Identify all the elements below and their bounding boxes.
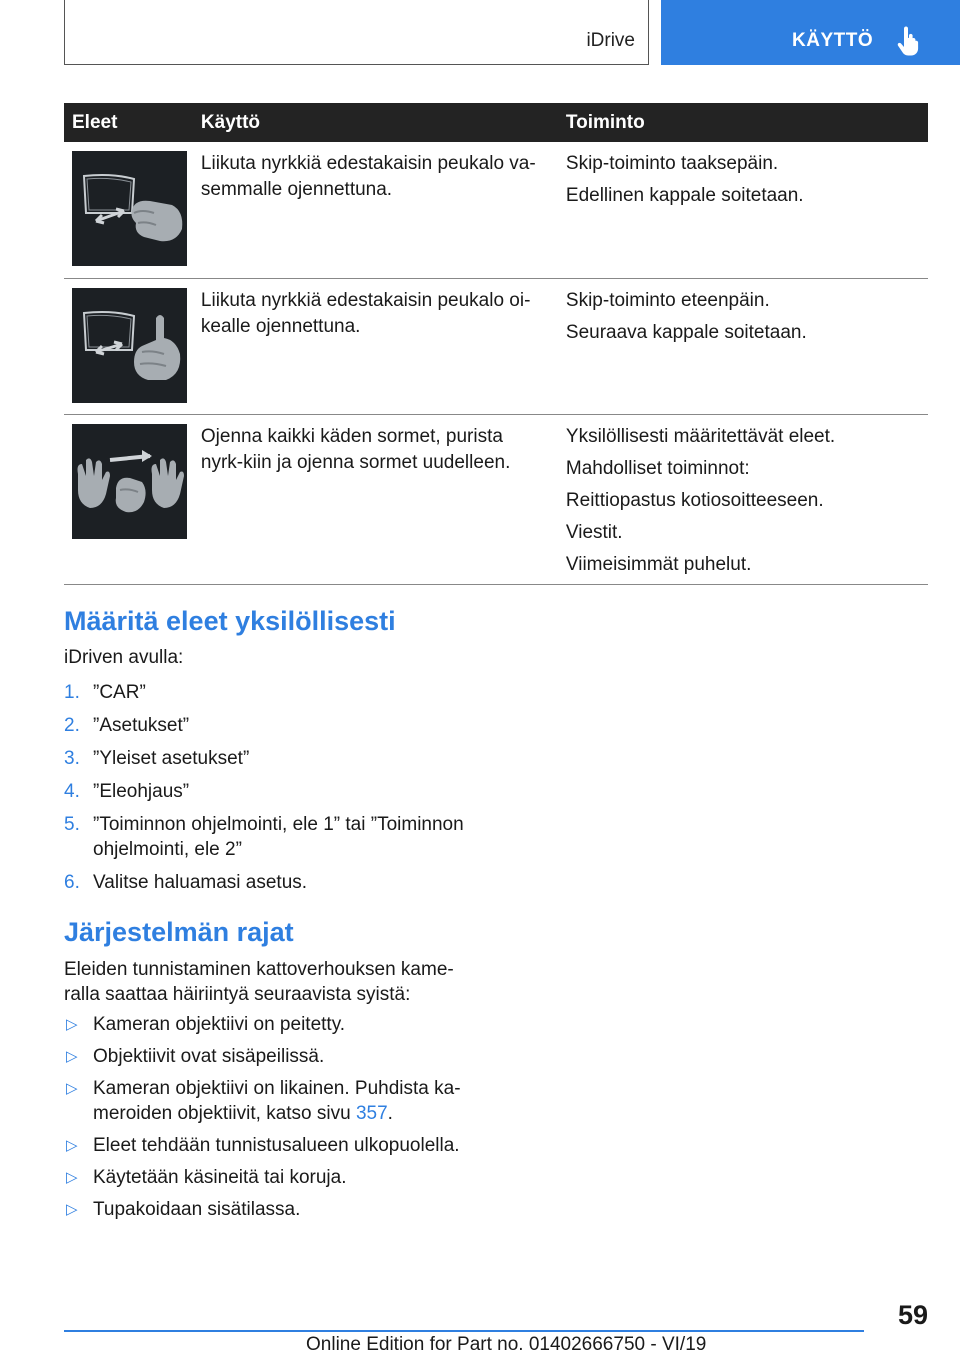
list-item bbox=[64, 779, 504, 804]
list-item bbox=[64, 1044, 504, 1069]
function-text: Viimeisimmät puhelut. bbox=[565, 553, 752, 575]
bullet-text: Käytetään käsineitä tai koruja. bbox=[93, 1167, 347, 1188]
table-row bbox=[64, 142, 928, 278]
table-row bbox=[64, 414, 928, 584]
list-item bbox=[64, 680, 504, 705]
bullet-text: Kameran objektiivi on likainen. Puhdista ka-meroiden objektiivit, katso sivu bbox=[93, 1078, 461, 1124]
function-cell bbox=[558, 142, 928, 278]
function-text: Viestit. bbox=[565, 521, 623, 543]
bullet-text: Objektiivit ovat sisäpeilissä. bbox=[93, 1046, 325, 1067]
table-header-function: Toiminto bbox=[558, 103, 928, 142]
function-text: Mahdolliset toiminnot: bbox=[565, 457, 750, 479]
usage-text: Ojenna kaikki käden sormet, purista nyrk-kiin ja ojenna sormet uudelleen. bbox=[200, 425, 511, 473]
section-intro: iDriven avulla: bbox=[64, 647, 184, 668]
step-text: ”Toiminnon ohjelmointi, ele 1” tai ”Toiminnon ohjelmointi, ele 2” bbox=[93, 814, 464, 860]
list-item bbox=[64, 746, 504, 771]
function-text: Reittiopastus kotiosoitteeseen. bbox=[565, 489, 824, 511]
table-header-gestures: Eleet bbox=[64, 103, 193, 142]
list-item bbox=[64, 1012, 504, 1037]
bullet-text: Tupakoidaan sisätilassa. bbox=[93, 1199, 301, 1220]
step-number: 6. bbox=[64, 872, 80, 893]
page-reference-link[interactable]: 357 bbox=[355, 1103, 388, 1124]
triangle-right-icon: ▷ bbox=[66, 1169, 78, 1186]
section-title-system-limits: Järjestelmän rajat bbox=[64, 917, 294, 947]
list-item: ▷ Kameran objektiivi on likainen. Puhdista ka-meroiden objektiivit, katso sivu 357. bbox=[66, 1078, 461, 1124]
step-text: Valitse haluamasi asetus. bbox=[93, 872, 308, 893]
header-chapter-box bbox=[661, 0, 960, 65]
triangle-right-icon: ▷ bbox=[66, 1016, 78, 1033]
gesture-thumb-left-icon bbox=[72, 151, 187, 266]
triangle-right-icon: ▷ bbox=[66, 1201, 78, 1218]
usage-cell bbox=[193, 414, 558, 584]
page-number: 59 bbox=[897, 1300, 928, 1330]
header-chapter-title: KÄYTTÖ bbox=[792, 30, 874, 51]
step-number: 4. bbox=[64, 781, 80, 802]
bullet-text: Eleet tehdään tunnistusalueen ulkopuolella. bbox=[93, 1135, 460, 1156]
step-text: ”Asetukset” bbox=[93, 715, 190, 736]
gesture-thumb-grab-icon bbox=[72, 424, 187, 539]
footer-divider bbox=[64, 1330, 864, 1332]
triangle-right-icon: ▷ bbox=[66, 1048, 78, 1065]
usage-text: Liikuta nyrkkiä edestakaisin peukalo va-semmalle ojennettuna. bbox=[200, 153, 536, 200]
step-number: 2. bbox=[64, 715, 80, 736]
step-text: ”Yleiset asetukset” bbox=[93, 748, 250, 769]
gesture-thumb-right-icon bbox=[72, 288, 187, 403]
step-text: ”CAR” bbox=[93, 682, 146, 703]
usage-text: Liikuta nyrkkiä edestakaisin peukalo oi-kealle ojennettuna. bbox=[200, 289, 531, 337]
usage-cell bbox=[193, 142, 558, 278]
hand-pointer-icon bbox=[897, 26, 921, 56]
table-header-row bbox=[64, 103, 928, 142]
gesture-image-cell bbox=[64, 414, 193, 584]
function-text: Yksilöllisesti määritettävät eleet. bbox=[565, 425, 836, 447]
list-item bbox=[64, 1197, 504, 1222]
triangle-right-icon: ▷ bbox=[66, 1080, 78, 1097]
section-intro: Eleiden tunnistaminen kattoverhouksen kame-ralla saattaa häiriintyä seuraavista syistä: bbox=[64, 959, 454, 1005]
function-cell bbox=[558, 414, 928, 584]
steps-list bbox=[64, 680, 504, 895]
header-section-title: iDrive bbox=[586, 30, 635, 51]
list-item bbox=[64, 812, 504, 862]
list-item bbox=[64, 1165, 504, 1190]
function-text: Skip-toiminto taaksepäin. bbox=[565, 153, 779, 174]
list-item bbox=[64, 1133, 504, 1158]
footer-edition: Online Edition for Part no. 01402666750 - VI/19 bbox=[306, 1334, 707, 1355]
step-number: 3. bbox=[64, 748, 80, 769]
triangle-right-icon: ▷ bbox=[66, 1137, 78, 1154]
function-text: Skip-toiminto eteenpäin. bbox=[565, 289, 770, 311]
list-item bbox=[64, 713, 504, 738]
gesture-image-cell bbox=[64, 142, 193, 278]
function-cell bbox=[558, 278, 928, 414]
list-item bbox=[64, 870, 504, 895]
section-title-custom-gestures: Määritä eleet yksilöllisesti bbox=[64, 606, 396, 636]
table-row bbox=[64, 278, 928, 414]
bullet-list bbox=[64, 1012, 504, 1222]
function-text: Edellinen kappale soitetaan. bbox=[565, 185, 804, 206]
gesture-image-cell bbox=[64, 278, 193, 414]
step-number: 5. bbox=[64, 814, 80, 835]
usage-cell bbox=[193, 278, 558, 414]
table-header-usage: Käyttö bbox=[193, 103, 558, 142]
bullet-text: Kameran objektiivi on peitetty. bbox=[93, 1014, 346, 1035]
gesture-table bbox=[64, 103, 928, 585]
step-number: 1. bbox=[64, 682, 80, 703]
step-text: ”Eleohjaus” bbox=[93, 781, 190, 802]
header-section-box bbox=[64, 0, 649, 65]
function-text: Seuraava kappale soitetaan. bbox=[565, 321, 807, 343]
